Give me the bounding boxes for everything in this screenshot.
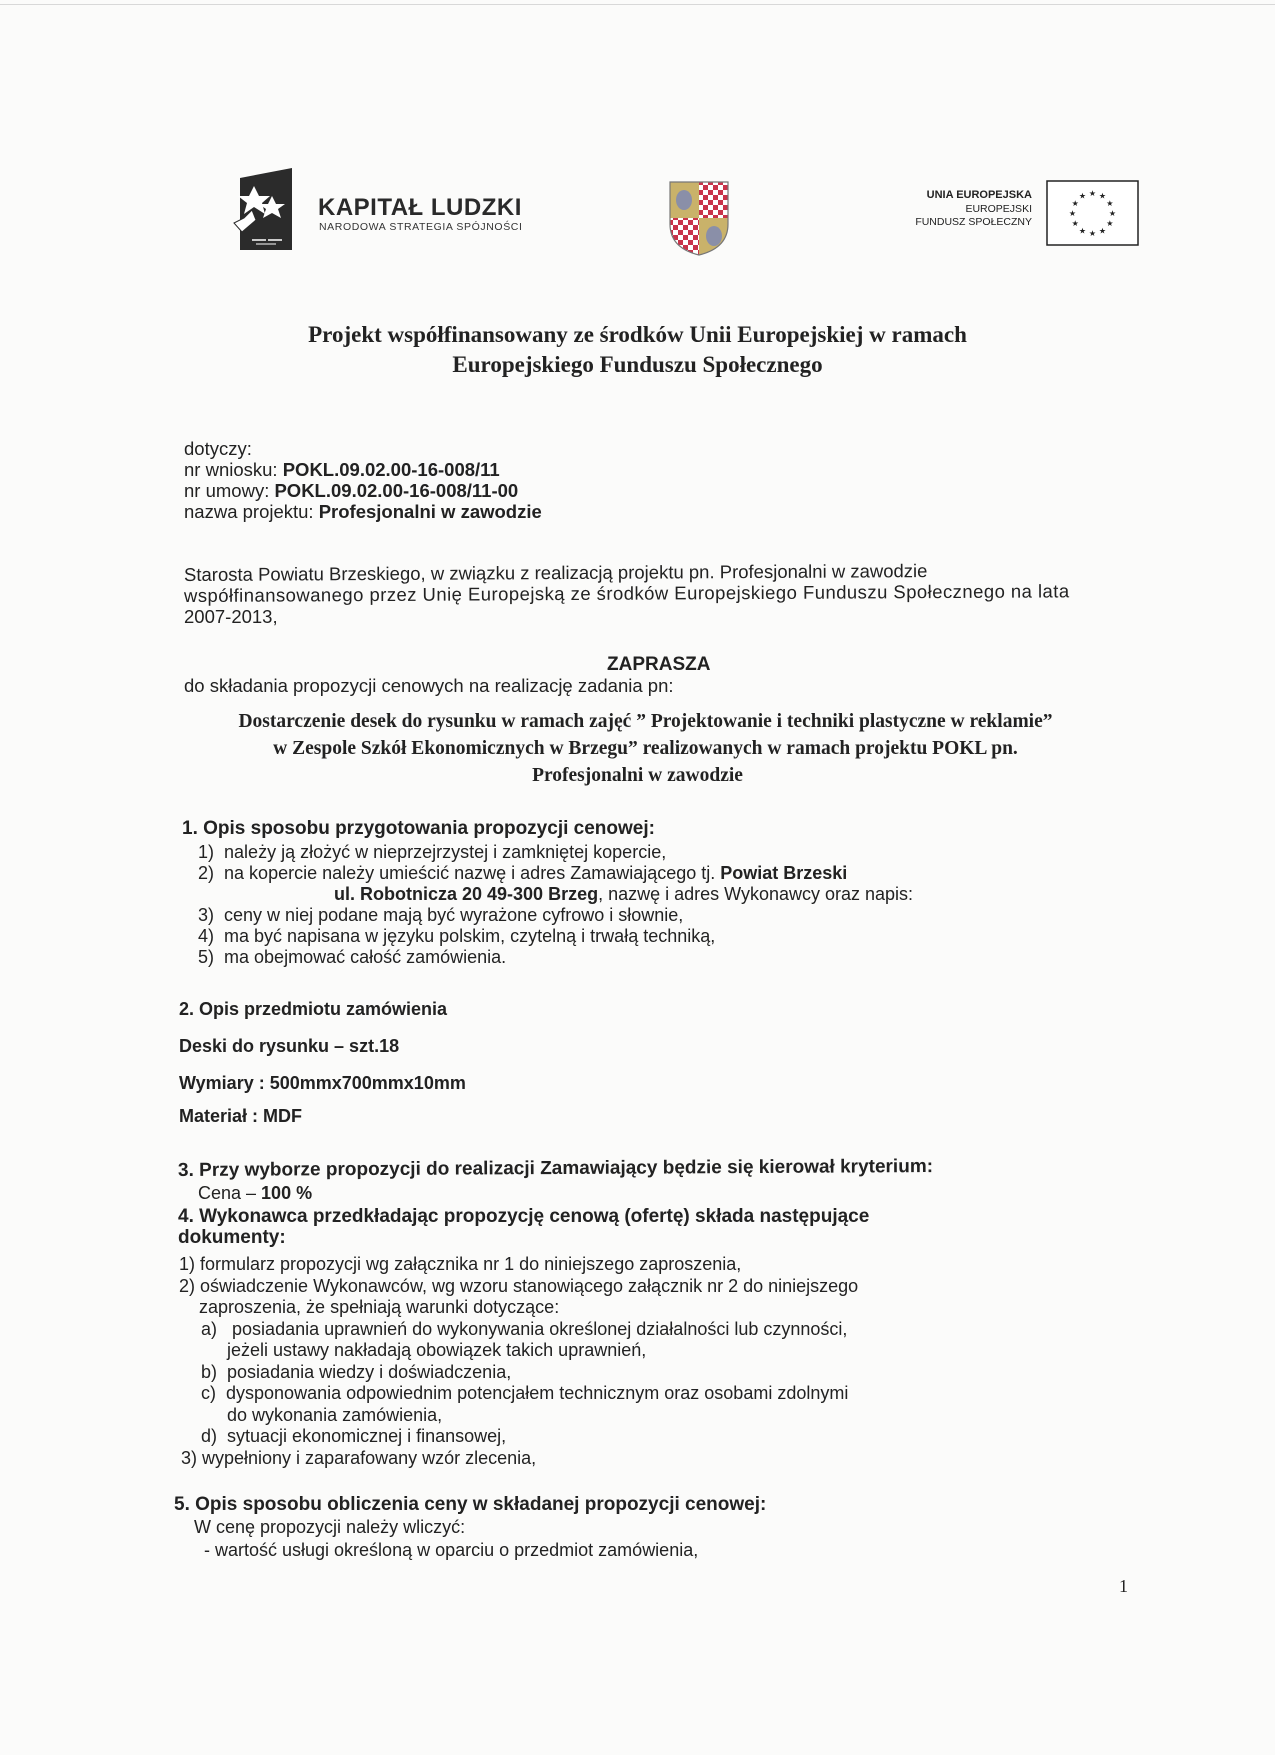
list-item: 1) formularz propozycji wg załącznika nr 1 do niniejszego zaproszenia, bbox=[179, 1254, 742, 1274]
concerns-label: dotyczy: bbox=[184, 438, 252, 459]
section4-heading bbox=[178, 1206, 869, 1248]
item-text: ma być napisana w języku polskim, czytelną i trwałą techniką, bbox=[224, 926, 716, 946]
item-text: ceny w niej podane mają być wyrażone cyfrowo i słownie, bbox=[224, 905, 684, 925]
application-label: nr wniosku: bbox=[184, 459, 283, 480]
contract-label: nr umowy: bbox=[184, 480, 275, 501]
eu-star-icon: ★ bbox=[1071, 219, 1079, 228]
sub-item bbox=[179, 1362, 858, 1384]
section5-text: W cenę propozycji należy wliczyć: bbox=[194, 1517, 466, 1537]
item-text: należy ją złożyć w nieprzejrzystej i zamkniętej kopercie, bbox=[224, 842, 667, 862]
sub-item-continuation: jeżeli ustawy nakładają obowiązek takich uprawnień, bbox=[227, 1340, 647, 1360]
item-number: 4) bbox=[198, 926, 215, 946]
list-item: 2) oświadczenie Wykonawców, wg wzoru stanowiącego załącznik nr 2 do niniejszego bbox=[179, 1275, 859, 1296]
eu-line1: UNIA EUROPEJSKA bbox=[926, 189, 1032, 201]
application-value: POKL.09.02.00-16-008/11 bbox=[282, 459, 500, 480]
header-line2: Europejskiego Funduszu Społecznego bbox=[452, 352, 823, 377]
list-item bbox=[198, 947, 913, 968]
eu-flag-icon bbox=[1046, 180, 1139, 246]
item-number: 2) bbox=[198, 863, 215, 883]
item-number: 5) bbox=[198, 947, 215, 967]
list-item bbox=[198, 926, 913, 947]
sub-item-letter: d) bbox=[201, 1426, 218, 1446]
eu-star-icon: ★ bbox=[1108, 209, 1117, 218]
sub-item-letter: a) bbox=[201, 1318, 218, 1339]
sub-item bbox=[179, 1319, 858, 1341]
section5-heading: 5. Opis sposobu obliczenia ceny w składanej propozycji cenowej: bbox=[174, 1494, 767, 1515]
eu-star-icon: ★ bbox=[1106, 199, 1114, 208]
list-item bbox=[198, 842, 913, 863]
criterion-label: Cena – bbox=[198, 1183, 262, 1203]
sub-item-text: dysponowania odpowiednim potencjałem technicznym oraz osobami zdolnymi bbox=[226, 1383, 849, 1403]
section5-bullet: - wartość usługi określoną w oparciu o przedmiot zamówienia, bbox=[204, 1540, 699, 1560]
item-text: na kopercie należy umieścić nazwę i adres Zamawiającego tj. bbox=[224, 863, 721, 883]
scan-edge-line bbox=[0, 4, 1275, 5]
reference-block bbox=[184, 438, 542, 522]
section2-material: Materiał : MDF bbox=[179, 1106, 303, 1126]
contract-value: POKL.09.02.00-16-008/11-00 bbox=[274, 480, 519, 501]
eu-star-icon: ★ bbox=[1071, 199, 1079, 208]
address-bold: ul. Robotnicza 20 49-300 Brzeg bbox=[334, 884, 599, 904]
section2-dimensions: Wymiary : 500mmx700mmx10mm bbox=[179, 1073, 466, 1093]
eu-star-icon: ★ bbox=[1088, 189, 1097, 198]
sub-item bbox=[179, 1426, 858, 1448]
intro-line3: 2007-2013, bbox=[184, 606, 278, 627]
section3-heading: 3. Przy wyborze propozycji do realizacji Zamawiający będzie się kierował kryterium: bbox=[177, 1156, 934, 1181]
eu-star-icon: ★ bbox=[1078, 226, 1087, 236]
task-line3: Profesjonalni w zawodzie bbox=[532, 765, 743, 786]
address-line bbox=[198, 884, 913, 905]
list-item bbox=[198, 905, 913, 926]
task-title bbox=[0, 708, 1275, 789]
section2-heading: 2. Opis przedmiotu zamówienia bbox=[179, 999, 448, 1019]
eu-star-icon: ★ bbox=[1078, 191, 1087, 201]
sub-item-letter: c) bbox=[201, 1383, 216, 1403]
section1-heading: 1. Opis sposobu przygotowania propozycji cenowej: bbox=[182, 818, 655, 839]
item-number: 3) bbox=[198, 905, 215, 925]
eu-line2: EUROPEJSKI bbox=[965, 202, 1032, 215]
eu-star-icon: ★ bbox=[1098, 226, 1107, 236]
section4-heading-line1: 4. Wykonawca przedkładając propozycję cenową (ofertę) składa następujące bbox=[178, 1206, 870, 1227]
eu-label bbox=[915, 189, 1032, 230]
task-line2: w Zespole Szkół Ekonomicznych w Brzegu” realizowanych w ramach projektu POKL pn. bbox=[273, 738, 1018, 759]
item-number: 1) bbox=[198, 842, 215, 862]
section1-list bbox=[198, 842, 913, 968]
eu-star-icon: ★ bbox=[1068, 209, 1077, 218]
sub-item-text: posiadania uprawnień do wykonywania określonej działalności lub czynności, bbox=[232, 1318, 848, 1339]
sub-item-continuation: do wykonania zamówienia, bbox=[227, 1404, 443, 1425]
task-line1: Dostarczenie desek do rysunku w ramach zajęć ” Projektowanie i techniki plastyczne w reklamie” bbox=[238, 711, 1053, 732]
address-rest: , nazwę i adres Wykonawcy oraz napis: bbox=[598, 884, 914, 904]
section4-heading-line2: dokumenty: bbox=[178, 1227, 286, 1248]
section4-list bbox=[179, 1254, 858, 1469]
sub-item-text: posiadania wiedzy i doświadczenia, bbox=[227, 1361, 512, 1382]
kapital-ludzki-subtitle: NARODOWA STRATEGIA SPÓJNOŚCI bbox=[319, 221, 523, 233]
project-value: Profesjonalni w zawodzie bbox=[318, 501, 542, 522]
project-name-row bbox=[184, 501, 542, 522]
application-number-row bbox=[184, 459, 542, 480]
invite-text: do składania propozycji cenowych na realizację zadania pn: bbox=[184, 675, 674, 696]
page-number: 1 bbox=[1119, 1576, 1128, 1596]
eu-star-icon: ★ bbox=[1088, 229, 1097, 238]
list-item bbox=[198, 863, 913, 884]
section3-criterion bbox=[198, 1183, 312, 1204]
list-item: 3) wypełniony i zaparafowany wzór zlecenia, bbox=[181, 1447, 537, 1468]
kapital-ludzki-title: KAPITAŁ LUDZKI bbox=[318, 194, 522, 221]
item-bold: Powiat Brzeski bbox=[720, 863, 848, 883]
sub-item bbox=[179, 1383, 858, 1405]
kapital-ludzki-logo-icon bbox=[232, 168, 292, 250]
list-item-continuation: zaproszenia, że spełniają warunki dotyczące: bbox=[199, 1297, 560, 1317]
header-line1: Projekt współfinansowany ze środków Unii Europejskiej w ramach bbox=[308, 322, 967, 347]
document-header bbox=[0, 320, 1275, 380]
section2-item: Deski do rysunku – szt.18 bbox=[179, 1036, 400, 1056]
eu-star-icon: ★ bbox=[1098, 191, 1107, 201]
criterion-value: 100 % bbox=[261, 1183, 313, 1203]
intro-line1: Starosta Powiatu Brzeskiego, w związku z realizacją projektu pn. Profesjonalni w zawodzie bbox=[183, 560, 928, 585]
sub-item-text: sytuacji ekonomicznej i finansowej, bbox=[227, 1426, 507, 1446]
eu-star-icon: ★ bbox=[1106, 219, 1114, 228]
intro-paragraph bbox=[183, 560, 1070, 627]
eu-line3: FUNDUSZ SPOŁECZNY bbox=[915, 216, 1032, 228]
sub-item-letter: b) bbox=[201, 1361, 218, 1382]
invite-heading: ZAPRASZA bbox=[607, 654, 711, 675]
item-text: ma obejmować całość zamówienia. bbox=[224, 947, 507, 967]
coat-of-arms-icon bbox=[668, 180, 730, 256]
project-label: nazwa projektu: bbox=[184, 501, 319, 522]
contract-number-row bbox=[184, 480, 542, 501]
intro-line2: współfinansowanego przez Unię Europejską ze środków Europejskiego Funduszu Społecznego na lata bbox=[183, 580, 1070, 606]
